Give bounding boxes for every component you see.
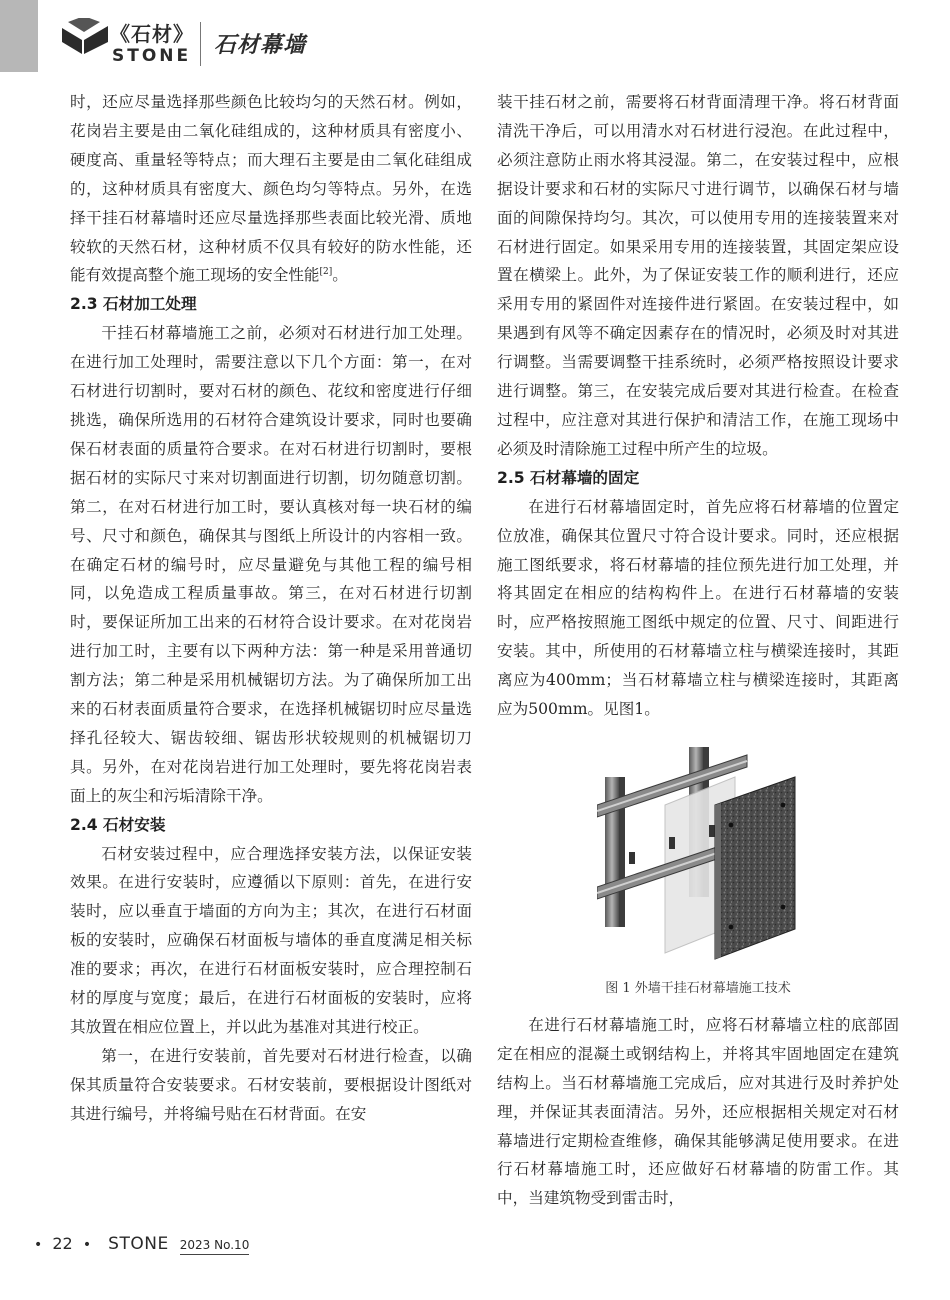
issue-number: 2023 No.10 (180, 1238, 250, 1255)
paragraph: 石材安装过程中，应合理选择安装方法，以保证安装效果。在进行安装时，应遵循以下原则：首先，在进行安装时，应以垂直于墙面的方向为主；其次，在进行石材面板的安装时，应确保石材面板与墙体的垂直度满足相关标准的要求；再次，在进行石材面板安装时，应合理控制石材的厚度与宽度；最后，在进行石材面板的安装时，应将其放置在相应位置上，并以此为基准对其进行校正。 (70, 844, 472, 1036)
logo-chinese-name: 《石材》 (110, 22, 194, 46)
edge-tab (0, 0, 38, 72)
logo-english-name: STONE (112, 46, 192, 66)
paragraph: 时，还应尽量选择那些颜色比较均匀的天然石材。例如，花岗岩主要是由二氧化硅组成的，这种材质具有密度小、硬度高、重量轻等特点；而大理石主要是由二氧化硅组成的，这种材质具有密度大、颜色均匀等特点。另外，在选择干挂石材幕墙时还应尽量选择那些表面比较光滑、质地较软的天然石材，这种材质不仅具有较好的防水性能，还能有效提高整个施工现场的安全性能[2]。 (70, 93, 472, 285)
paragraph: 装干挂石材之前，需要将石材背面清理干净。将石材背面清洗干净后，可以用清水对石材进行浸泡。在此过程中，必须注意防止雨水将其浸湿。第二，在安装过程中，应根据设计要求和石材的实际尺寸进行调节，以确保石材与墙面的间隙保持均匀。其次，可以使用专用的连接装置来对石材进行固定。如果采用专用的连接装置，其固定架应设置在横梁上。此外，为了保证安装工作的顺利进行，还应采用专用的紧固件对连接件进行紧固。在安装过程中，如果遇到有风等不确定因素存在的情况时，必须及时对其进行调整。当需要调整干挂系统时，必须严格按照设计要求进行调整。第三，在安装完成后要对其进行检查。在检查过程中，应注意对其进行保护和清洁工作，在施工现场中必须及时清除施工过程中所产生的垃圾。 (497, 93, 899, 458)
paragraph: 第一，在进行安装前，首先要对石材进行检查，以确保其质量符合安装要求。石材安装前，要根据设计图纸对其进行编号，并将编号贴在石材背面。在安 (70, 1046, 472, 1123)
left-column (70, 88, 472, 1129)
right-column (497, 88, 899, 1213)
figure-caption: 图 1 外墙干挂石材幕墙施工技术 (605, 980, 791, 996)
paragraph: 在进行石材幕墙固定时，首先应将石材幕墙的位置定位放准，确保其位置尺寸符合设计要求。同时，还应根据施工图纸要求，将石材幕墙的挂位预先进行加工处理，并将其固定在相应的结构构件上。在进行石材幕墙的安装时，应严格按照施工图纸中规定的位置、尺寸、间距进行安装。其中，所使用的石材幕墙立柱与横梁连接时，其距离应为400mm；当石材幕墙立柱与横梁连接时，其距离应为500mm。见图1。 (497, 497, 899, 719)
figure-1 (497, 741, 899, 973)
paragraph: 干挂石材幕墙施工之前，必须对石材进行加工处理。在进行加工处理时，需要注意以下几个方面：第一，在对石材进行切割时，要对石材的颜色、花纹和密度进行仔细挑选，确保所选用的石材符合建筑设计要求，同时也要确保石材表面的质量符合要求。在对石材进行切割时，要根据石材的实际尺寸来对切割面进行切割，切勿随意切割。第二，在对石材进行加工时，要认真核对每一块石材的编号、尺寸和颜色，确保其与图纸上所设计的内容相一致。在确定石材的编号时，应尽量避免与其他工程的编号相同，以免造成工程质量事故。第三，在对石材进行切割时，要保证所加工出来的石材符合设计要求。在对花岗岩进行加工时，主要有以下两种方法：第一种是采用普通切割方法；第二种是采用机械锯切方法。为了确保所加工出来的石材表面质量符合要求，在选择机械锯切时应尽量选择孔径较大、锯齿较细、锯齿形状较规则的机械锯切刀具。另外，在对花岗岩进行加工处理时，要先将花岗岩表面上的灰尘和污垢清除干净。 (70, 324, 472, 805)
paragraph: 在进行石材幕墙施工时，应将石材幕墙立柱的底部固定在相应的混凝土或钢结构上，并将其牢固地固定在建筑结构上。当石材幕墙施工完成后，应对其进行及时养护处理，并保证其表面清洁。另外，还应根据相关规定对石材幕墙进行定期检查维修，确保其能够满足使用要求。在进行石材幕墙施工时，还应做好石材幕墙的防雷工作。其中，当建筑物受到雷击时， (497, 1015, 899, 1208)
journal-logo (62, 18, 212, 70)
page-footer (34, 1234, 249, 1254)
journal-name: STONE (108, 1234, 169, 1254)
page-number: 22 (52, 1234, 73, 1253)
stone-logo-icon (62, 18, 110, 62)
header-divider (200, 22, 201, 66)
heading-2-3: 2.3 石材加工处理 (70, 295, 197, 314)
footer-bullet: • (34, 1237, 43, 1253)
citation-ref: [2] (319, 267, 333, 278)
section-title: 石材幕墙 (214, 32, 307, 58)
curtain-wall-illustration (597, 747, 802, 969)
heading-2-5: 2.5 石材幕墙的固定 (497, 468, 640, 487)
footer-bullet: • (82, 1237, 92, 1253)
heading-2-4: 2.4 石材安装 (70, 815, 166, 834)
